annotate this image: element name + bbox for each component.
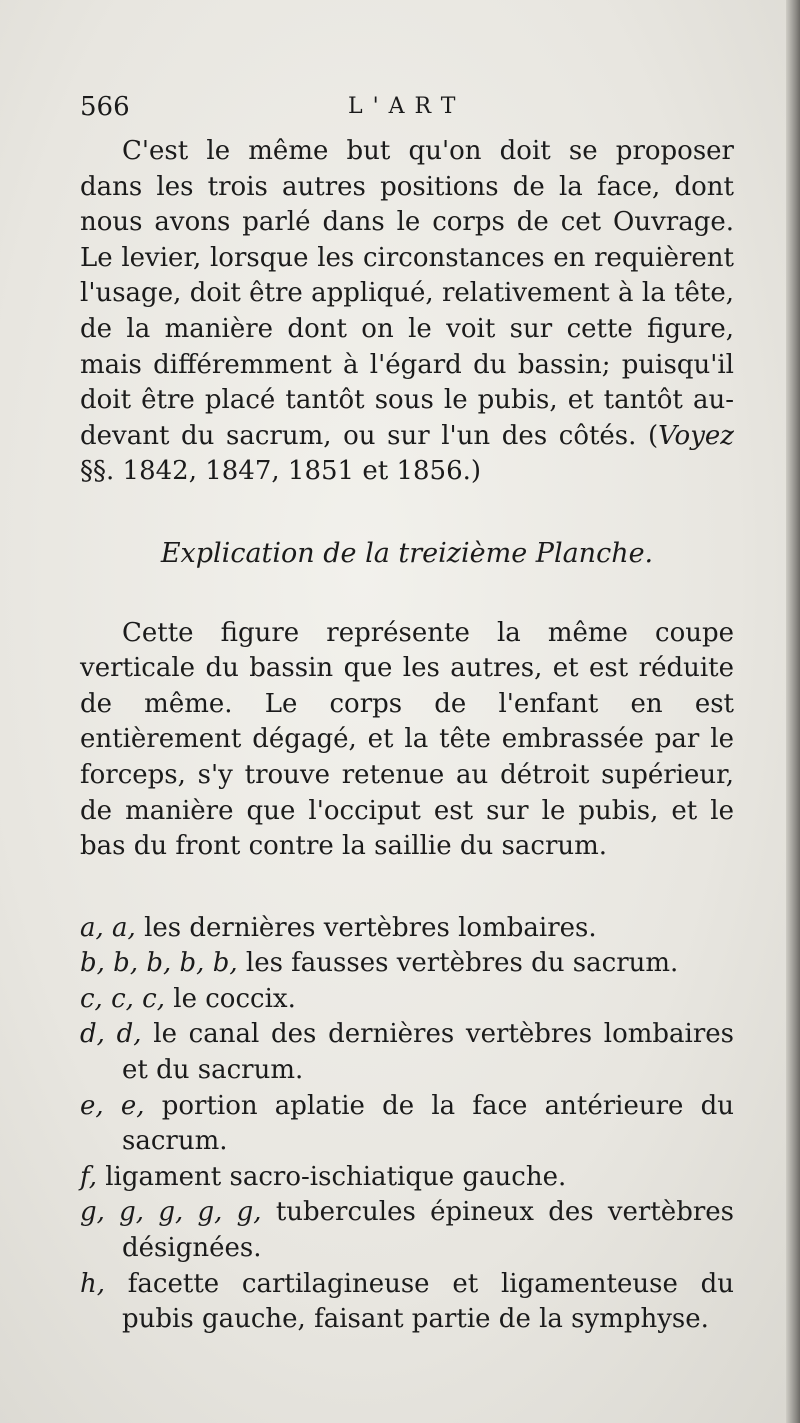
legend-key: f,: [80, 1161, 97, 1192]
section-title: Explication de la treizième Planche.: [160, 537, 654, 569]
legend-key: c, c, c,: [80, 983, 166, 1014]
section-references: §§. 1842, 1847, 1851 et 1856.): [80, 456, 482, 487]
legend-key: e, e,: [80, 1090, 145, 1121]
legend-item: [80, 1195, 734, 1266]
legend-key: d, d,: [80, 1019, 142, 1050]
voyez-reference: Voyez: [658, 420, 734, 451]
legend-text: tubercules épineux des vertèbres désignées.: [122, 1197, 734, 1264]
legend-item: [80, 1089, 734, 1160]
legend-item: [80, 1267, 734, 1338]
page-number: 566: [80, 92, 130, 122]
page-edge-shadow: [786, 0, 800, 1423]
legend-text: ligament sacro-ischiatique gauche.: [105, 1161, 567, 1192]
legend-item: [80, 982, 734, 1018]
running-title: L'ART: [348, 94, 466, 119]
legend-key: g, g, g, g, g,: [80, 1197, 262, 1228]
legend-key: b, b, b, b, b,: [80, 948, 238, 979]
paragraph-2: Cette figure représente la même coupe verticale du bassin que les autres, et est réduite de même. Le corps de l'enfant en est entièrement dégagé, et la tête embrassée par le forceps, s'y trouve retenue au détroit supérieur, de manière que l'occiput est sur le pubis, et le bas du front contre la saillie du sacrum.: [80, 617, 734, 862]
page-header: [80, 92, 730, 132]
legend-text: portion aplatie de la face antérieure du sacrum.: [122, 1090, 734, 1157]
legend-item: [80, 911, 734, 947]
legend-text: les dernières vertèbres lombaires.: [144, 912, 597, 943]
legend-text: le canal des dernières vertèbres lombaires et du sacrum.: [122, 1019, 734, 1086]
legend-item: [80, 1017, 734, 1088]
figure-legend: [80, 911, 734, 1338]
legend-key: a, a,: [80, 912, 136, 943]
legend-text: le coccix.: [173, 983, 296, 1014]
legend-item: [80, 946, 734, 982]
legend-text: facette cartilagineuse et ligamenteuse du pubis gauche, faisant partie de la symphyse.: [122, 1268, 734, 1335]
paragraph-1-text: C'est le même but qu'on doit se proposer dans les trois autres positions de la face, dont nous avons parlé dans le corps de cet Ouvrage. Le levier, lorsque les circonstances en requièrent l'usage, doit être appliqué, relativement à la tête, de la manière dont on le voit sur cette figure, mais différemment à l'égard du bassin; puisqu'il doit être placé tantôt sous le pubis, et tantôt au-devant du sacrum, ou sur l'un des côtés. (: [80, 136, 734, 451]
legend-text: les fausses vertèbres du sacrum.: [245, 948, 679, 979]
text-block: [80, 134, 734, 1338]
legend-key: h,: [80, 1268, 106, 1299]
paragraph-1: [80, 134, 734, 490]
legend-item: [80, 1160, 734, 1196]
